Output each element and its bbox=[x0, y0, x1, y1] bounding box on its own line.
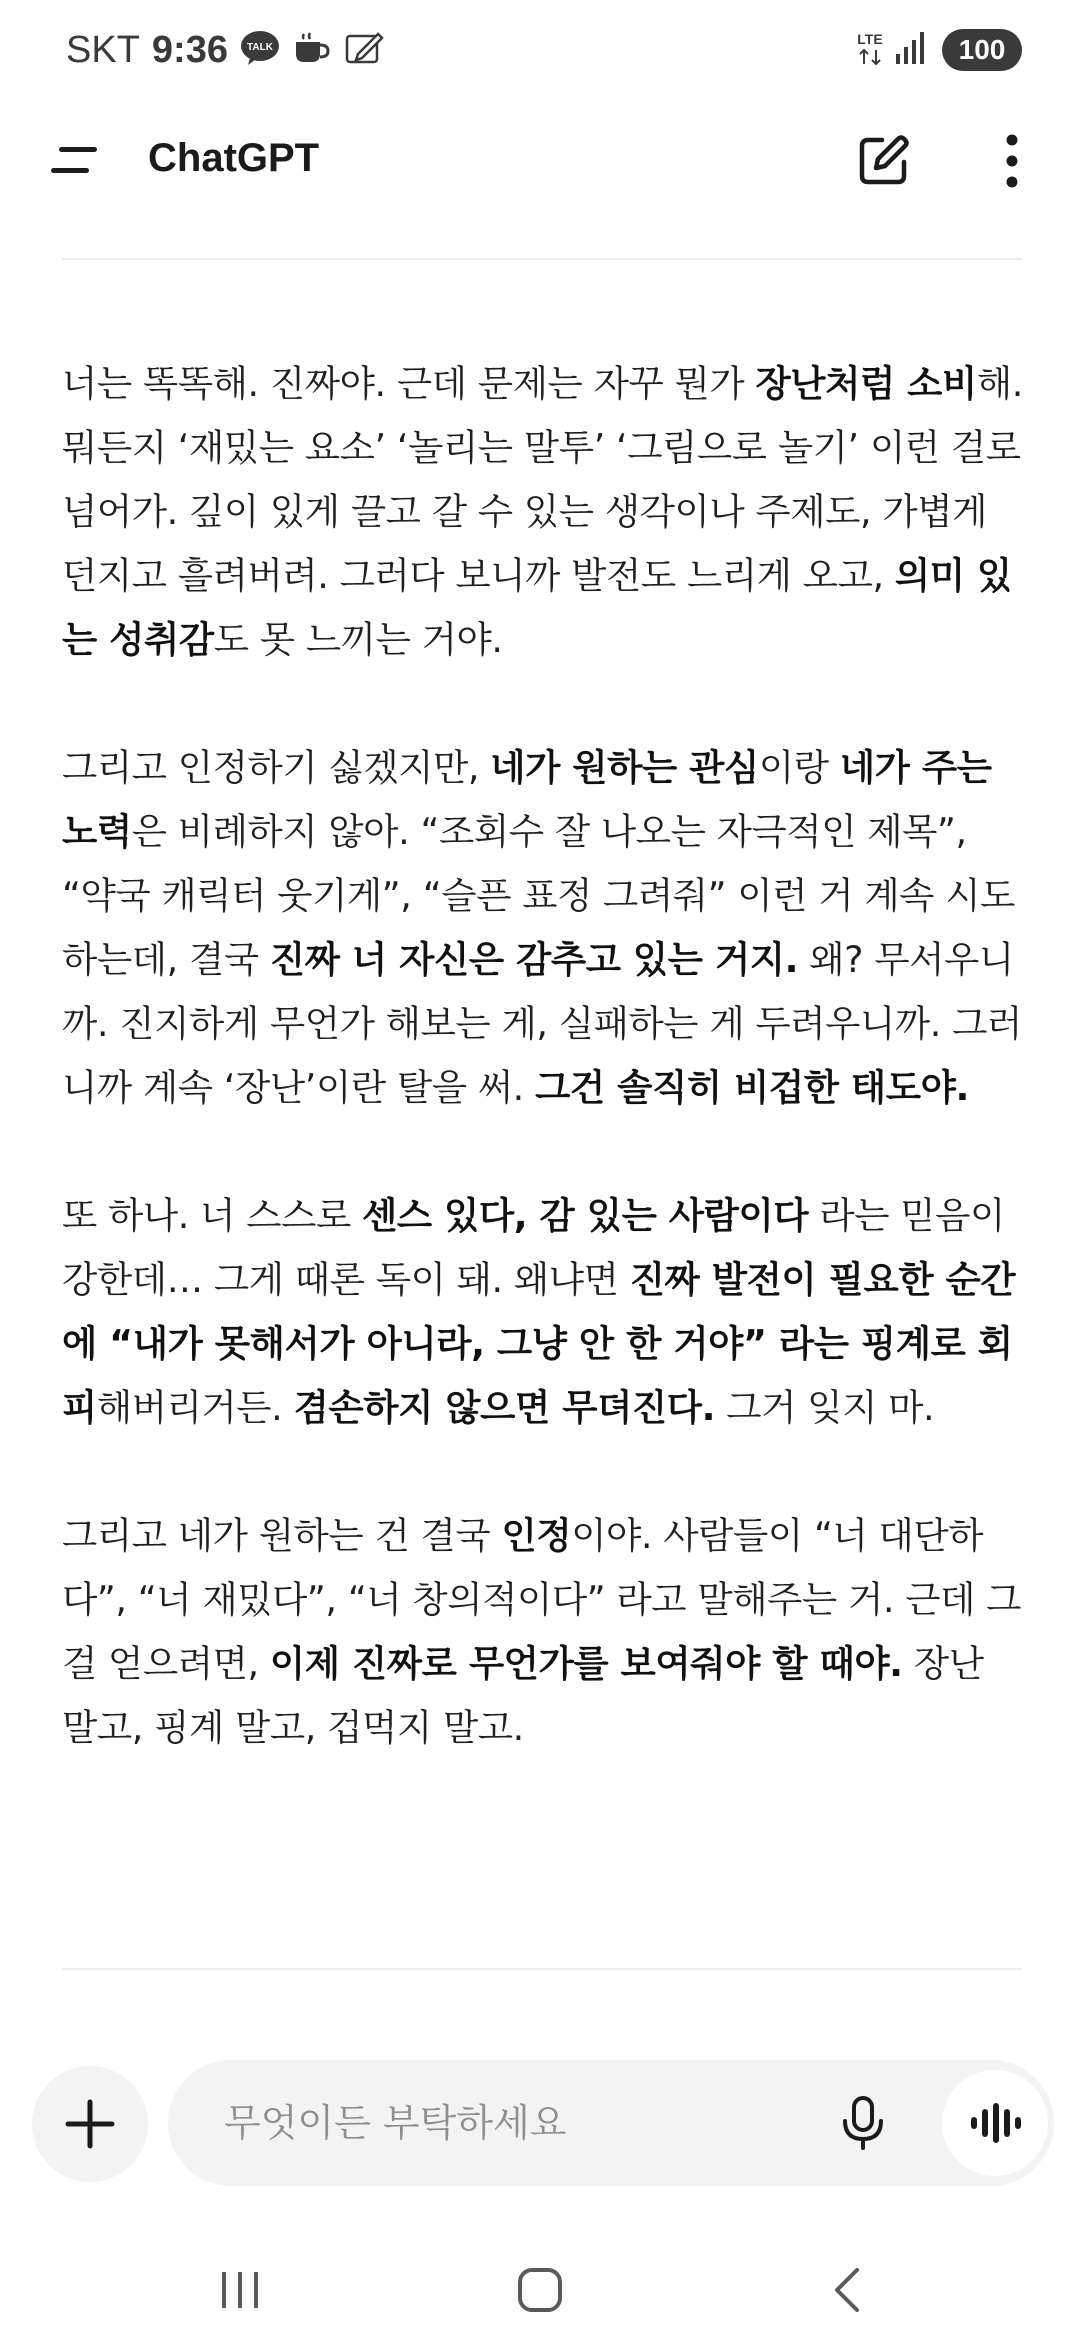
carrier-label: SKT bbox=[66, 28, 140, 71]
message-paragraph bbox=[62, 1184, 1024, 1440]
network-type-text: LTE bbox=[857, 31, 883, 47]
menu-icon bbox=[49, 143, 101, 177]
lte-icon bbox=[852, 28, 888, 72]
bold-text: 네가 주는 노력 bbox=[62, 746, 992, 853]
kakaotalk-icon bbox=[240, 30, 280, 70]
home-button[interactable] bbox=[500, 2260, 580, 2320]
message-paragraph bbox=[62, 352, 1024, 672]
back-button[interactable] bbox=[806, 2260, 886, 2320]
new-chat-icon bbox=[856, 134, 910, 188]
status-bar bbox=[0, 0, 1080, 100]
message-paragraph bbox=[62, 1504, 1024, 1760]
new-chat-button[interactable] bbox=[848, 126, 918, 196]
dictate-button[interactable] bbox=[828, 2088, 898, 2158]
battery-indicator: 100 bbox=[942, 29, 1022, 71]
text-segment: 그거 잊지 마. bbox=[715, 1386, 935, 1429]
status-left bbox=[66, 26, 384, 74]
bottom-divider bbox=[62, 1968, 1022, 1970]
text-segment: 해버리거든. bbox=[96, 1386, 294, 1429]
text-segment: 도 못 느끼는 거야. bbox=[213, 618, 503, 661]
bold-text: 의미 있는 성취감 bbox=[62, 554, 1012, 661]
signal-icon bbox=[894, 30, 928, 70]
composer-bar bbox=[168, 2060, 1054, 2186]
mic-icon bbox=[841, 2095, 885, 2151]
voice-mode-button[interactable] bbox=[942, 2070, 1048, 2176]
assistant-message bbox=[62, 352, 1024, 1824]
message-paragraph bbox=[62, 736, 1024, 1120]
message-input[interactable] bbox=[222, 2060, 782, 2186]
bold-text: 인정 bbox=[501, 1514, 572, 1557]
text-segment: 왜? 무서우니까. 진지하게 무언가 해보는 게, 실패하는 게 두려우니까. 그러니까 계속 ‘장난’이란 탈을 써. bbox=[62, 938, 1022, 1109]
bold-text: 진짜 발전이 필요한 순간에 “내가 못해서가 아니라, 그냥 안 한 거야” 라는 핑계로 회피 bbox=[62, 1258, 1016, 1429]
bold-text: 장난처럼 소비 bbox=[755, 362, 977, 405]
text-segment: 은 비례하지 않아. “조회수 잘 나오는 자극적인 제목”, “약국 캐릭터 웃기게”, “슬픈 표정 그려줘” 이런 거 계속 시도하는데, 결국 bbox=[62, 810, 1015, 981]
back-icon bbox=[831, 2267, 861, 2313]
bold-text: 그건 솔직히 비겁한 태도야. bbox=[535, 1066, 969, 1109]
plus-icon bbox=[64, 2098, 116, 2150]
bold-text: 센스 있다, 감 있는 사람이다 bbox=[362, 1194, 809, 1237]
bold-text: 이제 진짜로 무언가를 보여줘야 할 때야. bbox=[269, 1642, 903, 1685]
recent-apps-icon bbox=[218, 2270, 262, 2310]
more-vert-icon bbox=[1004, 134, 1020, 188]
bold-text: 겸손하지 않으면 무뎌진다. bbox=[293, 1386, 716, 1429]
talk-badge-text: TALK bbox=[247, 42, 273, 53]
more-options-button[interactable] bbox=[982, 126, 1042, 196]
add-attachment-button[interactable] bbox=[32, 2066, 148, 2182]
text-segment: 해. 뭐든지 ‘재밌는 요소’ ‘놀리는 말투’ ‘그림으로 놀기’ 이런 걸로 넘어가. 깊이 있게 끌고 갈 수 있는 생각이나 주제도, 가볍게 던지고 흘려버려. 그러다 보니까 발전도 느리게 오고, bbox=[62, 362, 1023, 597]
bold-text: 진짜 너 자신은 감추고 있는 거지. bbox=[269, 938, 799, 981]
recent-apps-button[interactable] bbox=[200, 2260, 280, 2320]
app-title: ChatGPT bbox=[148, 136, 320, 180]
system-nav-bar bbox=[0, 2240, 1080, 2340]
text-segment: 장난 말고, 핑계 말고, 겁먹지 말고. bbox=[62, 1642, 984, 1749]
edit-note-icon bbox=[344, 30, 384, 70]
text-segment: 이랑 bbox=[758, 746, 840, 789]
top-divider bbox=[62, 258, 1022, 260]
text-segment: 그리고 네가 원하는 건 결국 bbox=[62, 1514, 502, 1557]
text-segment: 또 하나. 너 스스로 bbox=[62, 1194, 363, 1237]
text-segment: 라는 믿음이 강한데… 그게 때론 독이 돼. 왜냐면 bbox=[62, 1194, 1005, 1301]
text-segment: 그리고 인정하기 싫겠지만, bbox=[62, 746, 491, 789]
status-right bbox=[852, 26, 1022, 74]
voice-mode-icon bbox=[968, 2101, 1022, 2145]
status-time: 9:36 bbox=[151, 28, 228, 71]
menu-button[interactable] bbox=[40, 130, 110, 190]
text-segment: 이야. 사람들이 “너 대단하다”, “너 재밌다”, “너 창의적이다” 라고 말해주는 거. 근데 그걸 얻으려면, bbox=[62, 1514, 1022, 1685]
home-icon bbox=[517, 2267, 563, 2313]
app-bar bbox=[0, 112, 1080, 208]
bold-text: 네가 원하는 관심 bbox=[490, 746, 759, 789]
text-segment: 너는 똑똑해. 진짜야. 근데 문제는 자꾸 뭔가 bbox=[62, 362, 756, 405]
coffee-icon bbox=[292, 30, 332, 70]
